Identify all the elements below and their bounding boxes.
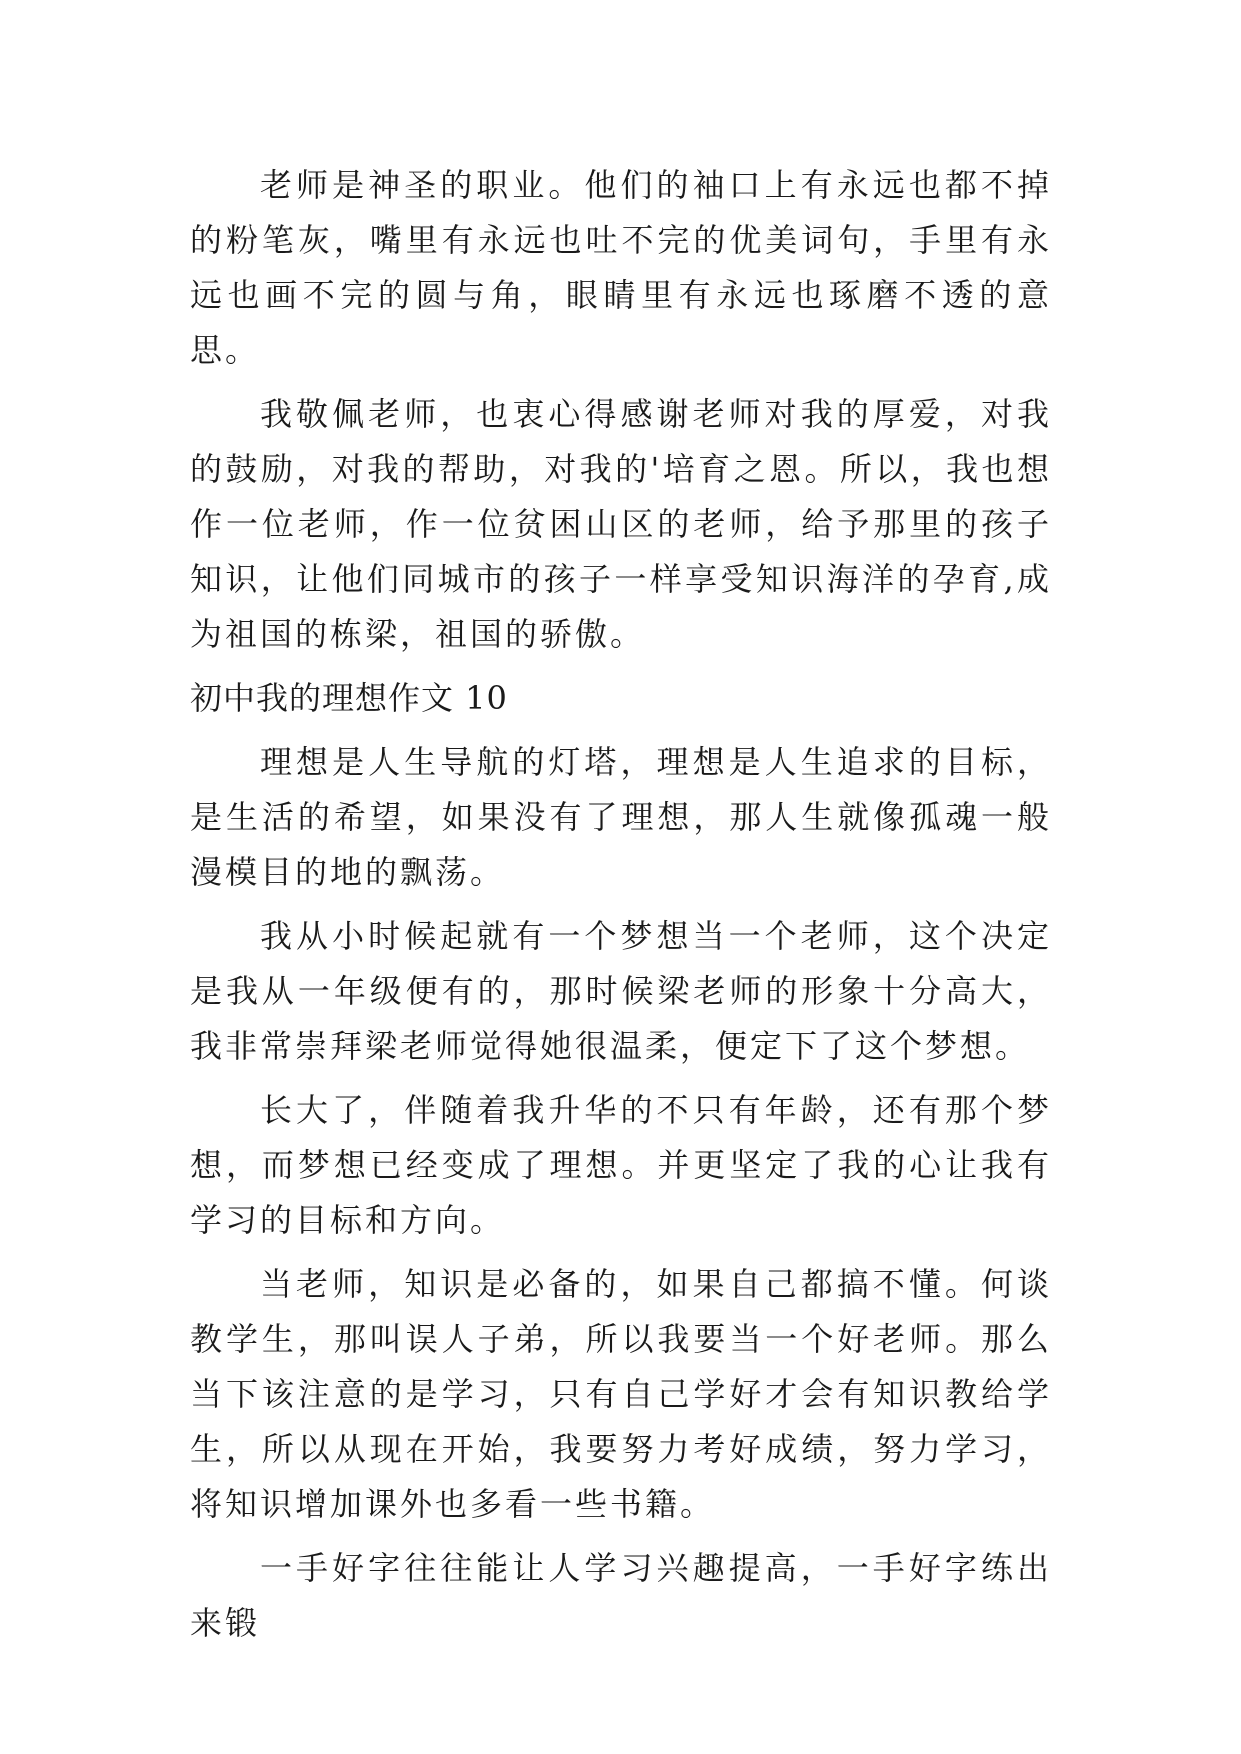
paragraph: 我从小时候起就有一个梦想当一个老师，这个决定是我从一年级便有的，那时候梁老师的形象十分高大，我非常崇拜梁老师觉得她很温柔，便定下了这个梦想。 — [190, 917, 1052, 1065]
paragraph: 老师是神圣的职业。他们的袖口上有永远也都不掉的粉笔灰，嘴里有永远也吐不完的优美词句，手里有永远也画不完的圆与角，眼睛里有永远也琢磨不透的意思。 — [190, 166, 1052, 369]
paragraph: 一手好字往往能让人学习兴趣提高，一手好字练出来锻 — [190, 1549, 1052, 1642]
paragraph: 理想是人生导航的灯塔，理想是人生追求的目标，是生活的希望，如果没有了理想，那人生就像孤魂一般漫模目的地的飘荡。 — [190, 743, 1052, 891]
essay-heading: 初中我的理想作文 10 — [190, 679, 508, 717]
paragraph: 当老师，知识是必备的，如果自己都搞不懂。何谈教学生，那叫误人子弟，所以我要当一个好老师。那么当下该注意的是学习，只有自己学好才会有知识教给学生，所以从现在开始，我要努力考好成绩，努力学习，将知识增加课外也多看一些书籍。 — [190, 1265, 1052, 1523]
paragraph: 长大了，伴随着我升华的不只有年龄，还有那个梦想，而梦想已经变成了理想。并更坚定了我的心让我有学习的目标和方向。 — [190, 1091, 1052, 1239]
document-body — [190, 158, 1052, 1660]
paragraph: 我敬佩老师，也衷心得感谢老师对我的厚爱，对我的鼓励，对我的帮助，对我的'培育之恩。所以，我也想作一位老师，作一位贫困山区的老师，给予那里的孩子知识，让他们同城市的孩子一样享受知识海洋的孕育,成为祖国的栋梁，祖国的骄傲。 — [190, 395, 1052, 653]
